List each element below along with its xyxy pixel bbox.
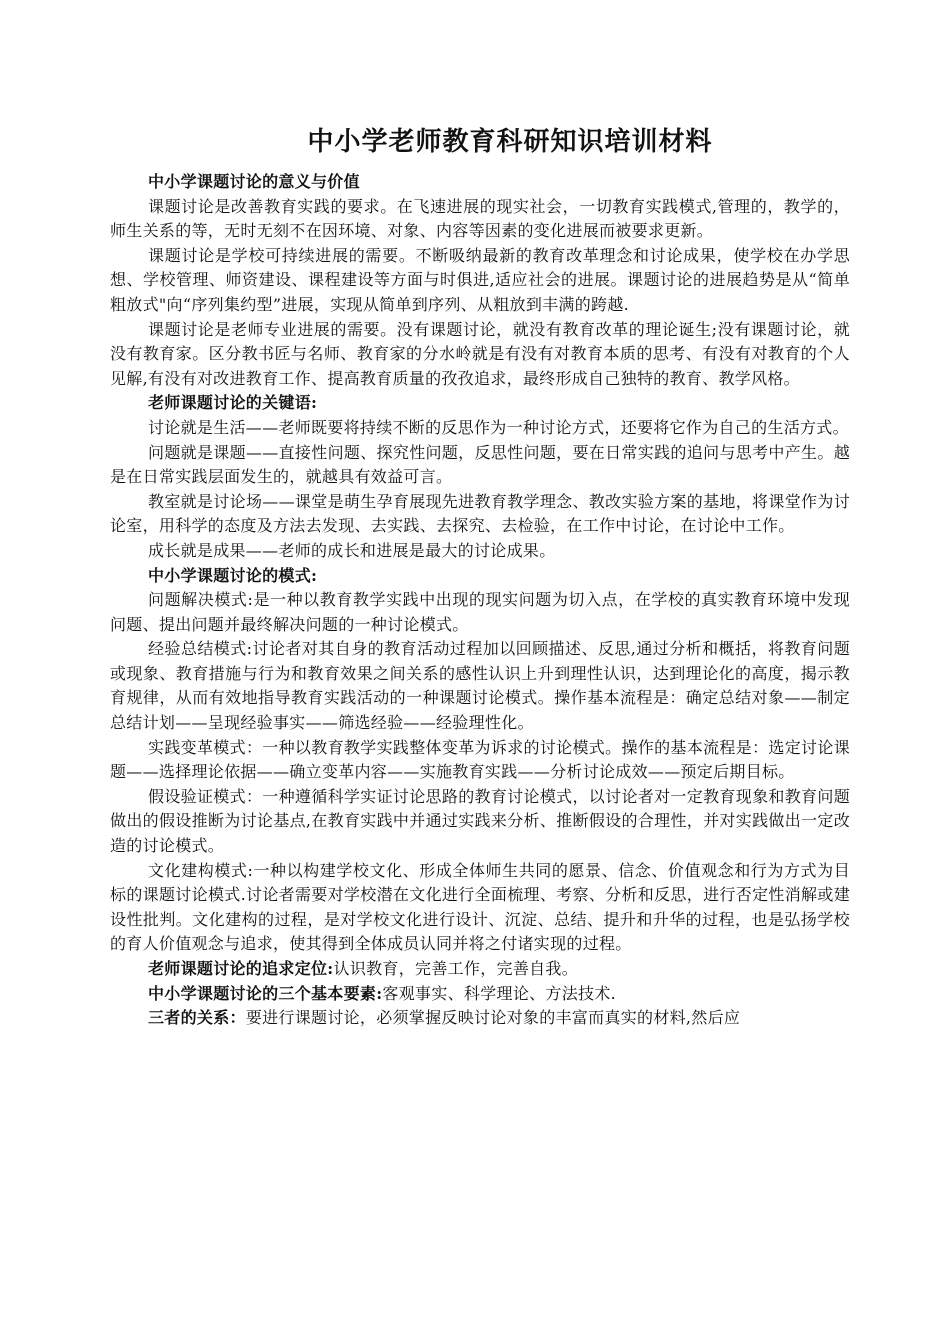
paragraph: 课题讨论是改善教育实践的要求。在飞速进展的现实社会，一切教育实践模式,管理的，教学的，师生关系的等，无时无刻不在因环境、对象、内容等因素的变化进展而被要求更新。	[110, 196, 850, 241]
inline-item-text: 认识教育，完善工作，完善自我。	[333, 959, 579, 978]
paragraph: 文化建构模式:一种以构建学校文化、形成全体师生共同的愿景、信念、价值观念和行为方式为目标的课题讨论模式.讨论者需要对学校潜在文化进行全面梳理、考察、分析和反思，进行否定性消解或建设性批判。文化建构的过程，是对学校文化进行设计、沉淀、总结、提升和升华的过程，也是弘扬学校的育人价值观念与追求，使其得到全体成员认同并将之付诸实现的过程。	[110, 860, 850, 954]
inline-item-label: 三者的关系：	[148, 1008, 246, 1028]
paragraph: 实践变革模式：一种以教育教学实践整体变革为诉求的讨论模式。操作的基本流程是：选定讨论课题——选择理论依据——确立变革内容——实施教育实践——分析讨论成效——预定后期目标。	[110, 737, 850, 782]
document-page	[110, 122, 850, 1031]
paragraph: 课题讨论是老师专业进展的需要。没有课题讨论，就没有教育改革的理论诞生;没有课题讨论，就没有教育家。区分教书匠与名师、教育家的分水岭就是有没有对教育本质的思考、有没有对教育的个人见解,有没有对改进教育工作、提高教育质量的孜孜追求，最终形成自己独特的教育、教学风格。	[110, 319, 850, 388]
inline-item-label: 中小学课题讨论的三个基本要素:	[148, 983, 383, 1003]
section-heading: 中小学课题讨论的模式:	[148, 565, 318, 585]
inline-item	[110, 1006, 850, 1031]
inline-item-label: 老师课题讨论的追求定位:	[148, 959, 334, 978]
paragraph: 教室就是讨论场——课堂是萌生孕育展现先进教育教学理念、教改实验方案的基地，将课堂作为讨论室，用科学的态度及方法去发现、去实践、去探究、去检验，在工作中讨论，在讨论中工作。	[110, 491, 850, 536]
paragraph: 经验总结模式:讨论者对其自身的教育活动过程加以回顾描述、反思,通过分析和概括，将教育问题或现象、教育措施与行为和教育效果之间关系的感性认识上升到理性认识，达到理论化的高度，揭示教育规律，从而有效地指导教育实践活动的一种课题讨论模式。操作基本流程是：确定总结对象——制定总结计划——呈现经验事实——筛选经验——经验理性化。	[110, 639, 850, 733]
inline-item-text: 客观事实、科学理论、方法技术.	[382, 983, 617, 1003]
document-title: 中小学老师教育科研知识培训材料	[307, 127, 713, 157]
paragraph: 问题就是课题——直接性问题、探究性问题，反思性问题，要在日常实践的追问与思考中产生。越是在日常实践层面发生的，就越具有效益可言。	[110, 442, 850, 487]
inline-item-text: 要进行课题讨论，必须掌握反映讨论对象的丰富而真实的材料,然后应	[245, 1008, 741, 1028]
section-heading: 中小学课题讨论的意义与价值	[148, 172, 360, 191]
section-heading: 老师课题讨论的关键语:	[148, 393, 318, 413]
paragraph: 讨论就是生活——老师既要将持续不断的反思作为一种讨论方式，还要将它作为自己的生活方式。	[148, 417, 849, 437]
paragraph: 成长就是成果——老师的成长和进展是最大的讨论成果。	[148, 540, 556, 560]
paragraph: 问题解决模式:是一种以教育教学实践中出现的现实问题为切入点，在学校的真实教育环境中发现问题、提出问题并最终解决问题的一种讨论模式。	[110, 590, 850, 634]
paragraph: 假设验证模式：一种遵循科学实证讨论思路的教育讨论模式，以讨论者对一定教育现象和教育问题做出的假设推断为讨论基点,在教育实践中并通过实践来分析、推断假设的合理性，并对实践做出一定改造的讨论模式。	[110, 786, 850, 856]
inline-item	[110, 957, 850, 982]
paragraph: 课题讨论是学校可持续进展的需要。不断吸纳最新的教育改革理念和讨论成果，使学校在办学思想、学校管理、师资建设、课程建设等方面与时俱进,适应社会的进展。课题讨论的进展趋势是从“简单粗放式"向“序列集约型”进展，实现从简单到序列、从粗放到丰满的跨越.	[110, 245, 850, 314]
inline-item	[110, 982, 850, 1007]
